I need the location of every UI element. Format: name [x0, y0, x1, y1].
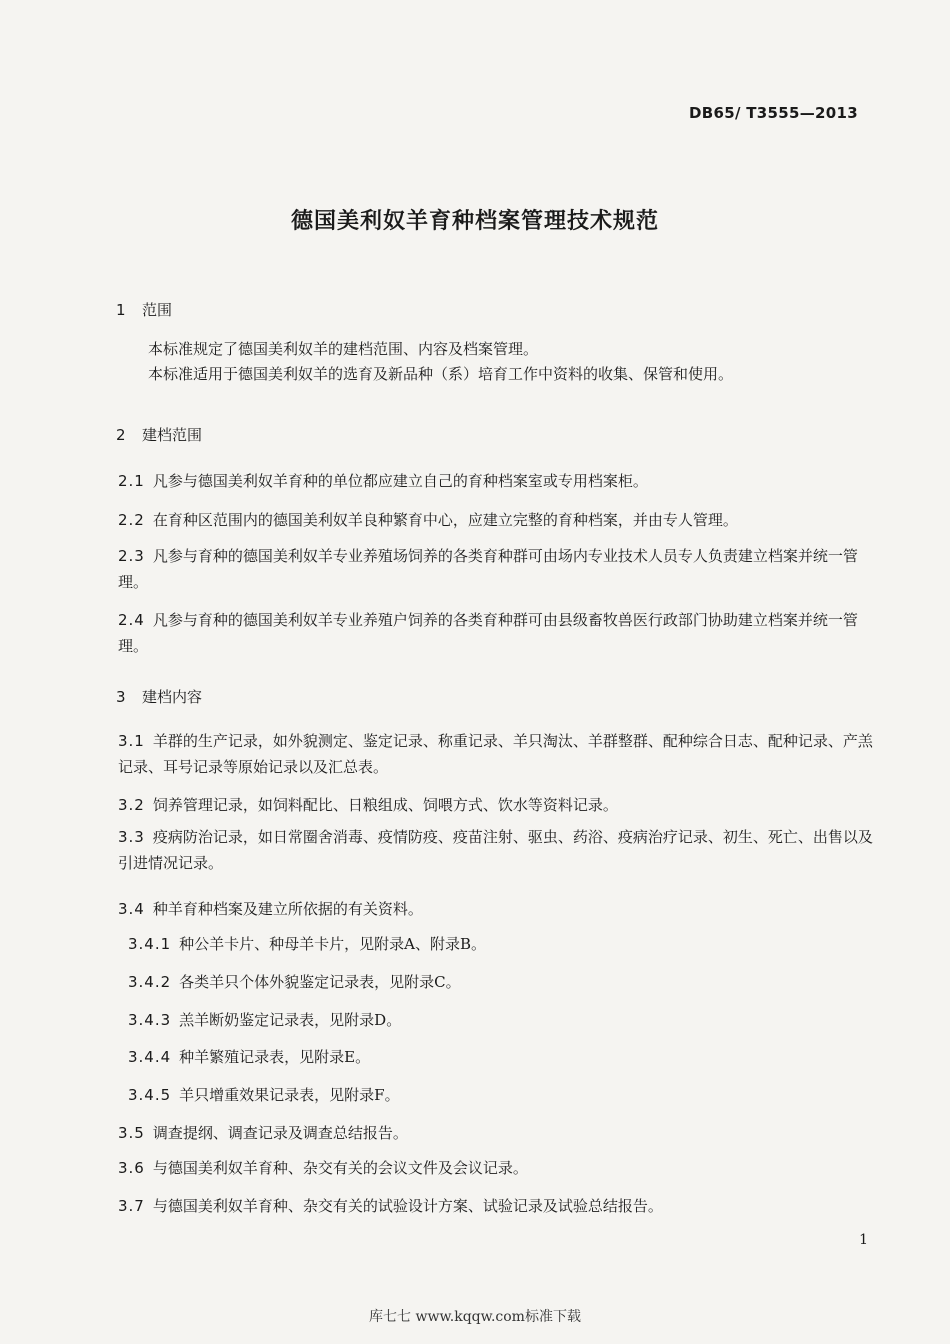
paragraph: 本标准规定了德国美利奴羊的建档范围、内容及档案管理。	[148, 340, 539, 358]
clause-number: 2.2	[118, 511, 145, 529]
section-2-heading	[116, 424, 202, 445]
clause-number: 3.4.1	[128, 935, 172, 953]
clause-number: 3.2	[118, 796, 145, 814]
clause	[118, 607, 878, 659]
clause	[128, 1044, 888, 1070]
clause-text: 种羊繁殖记录表，见附录E。	[179, 1048, 371, 1066]
clause-text: 凡参与育种的德国美利奴羊专业养殖户饲养的各类育种群可由县级畜牧兽医行政部门协助建立档案并统一管理。	[118, 611, 858, 655]
clause	[128, 1082, 888, 1108]
clause	[118, 792, 878, 818]
clause-text: 调查提纲、调查记录及调查总结报告。	[152, 1124, 408, 1142]
standard-number: DB65/ T3555—2013	[689, 104, 858, 122]
clause-text: 疫病防治记录，如日常圈舍消毒、疫情防疫、疫苗注射、驱虫、药浴、疫病治疗记录、初生、死亡、出售以及引进情况记录。	[118, 828, 873, 872]
clause-number: 2.1	[118, 472, 145, 490]
clause-number: 3.4	[118, 900, 145, 918]
clause-text: 羔羊断奶鉴定记录表，见附录D。	[179, 1011, 402, 1029]
section-title: 建档范围	[142, 426, 203, 444]
paragraph: 本标准适用于德国美利奴羊的选育及新品种（系）培育工作中资料的收集、保管和使用。	[148, 365, 734, 383]
clause-number: 3.5	[118, 1124, 145, 1142]
clause-number: 2.4	[118, 611, 145, 629]
clause-text: 各类羊只个体外貌鉴定记录表，见附录C。	[179, 973, 461, 991]
clause	[128, 931, 888, 957]
clause-text: 在育种区范围内的德国美利奴羊良种繁育中心，应建立完整的育种档案，并由专人管理。	[152, 511, 738, 529]
clause	[128, 1007, 888, 1033]
clause-text: 种羊育种档案及建立所依据的有关资料。	[152, 900, 423, 918]
clause	[128, 969, 888, 995]
clause-text: 饲养管理记录，如饲料配比、日粮组成、饲喂方式、饮水等资料记录。	[152, 796, 618, 814]
clause-number: 3.4.5	[128, 1086, 172, 1104]
clause	[118, 1120, 878, 1146]
clause-text: 种公羊卡片、种母羊卡片，见附录A、附录B。	[179, 935, 487, 953]
document-title: 德国美利奴羊育种档案管理技术规范	[290, 209, 659, 234]
clause-number: 3.1	[118, 732, 145, 750]
clause-text: 与德国美利奴羊育种、杂交有关的会议文件及会议记录。	[152, 1159, 528, 1177]
section-title: 范围	[142, 301, 173, 319]
clause	[118, 507, 878, 533]
clause-number: 3.4.4	[128, 1048, 172, 1066]
clause-text: 凡参与德国美利奴羊育种的单位都应建立自己的育种档案室或专用档案柜。	[152, 472, 648, 490]
section-title: 建档内容	[142, 688, 203, 706]
section-number: 1	[116, 301, 126, 319]
clause-number: 3.3	[118, 828, 145, 846]
clause-number: 3.4.3	[128, 1011, 172, 1029]
clause-number: 3.7	[118, 1197, 145, 1215]
clause	[118, 1155, 878, 1181]
clause-text: 凡参与育种的德国美利奴羊专业养殖场饲养的各类育种群可由场内专业技术人员专人负责建立档案并统一管理。	[118, 547, 858, 591]
section-number: 2	[116, 426, 126, 444]
clause	[118, 468, 878, 494]
clause	[118, 728, 878, 780]
clause	[118, 543, 878, 595]
clause-number: 3.6	[118, 1159, 145, 1177]
page-number: 1	[859, 1232, 868, 1248]
footer-watermark: 库七七 www.kqqw.com标准下载	[369, 1309, 581, 1325]
section-1-heading	[116, 299, 172, 320]
clause	[118, 824, 878, 876]
clause-text: 羊只增重效果记录表，见附录F。	[179, 1086, 400, 1104]
clause	[118, 896, 878, 922]
clause-text: 与德国美利奴羊育种、杂交有关的试验设计方案、试验记录及试验总结报告。	[152, 1197, 663, 1215]
clause-number: 2.3	[118, 547, 145, 565]
clause	[118, 1193, 878, 1219]
clause-text: 羊群的生产记录，如外貌测定、鉴定记录、称重记录、羊只淘汰、羊群整群、配种综合日志、配种记录、产羔记录、耳号记录等原始记录以及汇总表。	[118, 732, 873, 776]
section-number: 3	[116, 688, 126, 706]
clause-number: 3.4.2	[128, 973, 172, 991]
section-3-heading	[116, 686, 202, 707]
